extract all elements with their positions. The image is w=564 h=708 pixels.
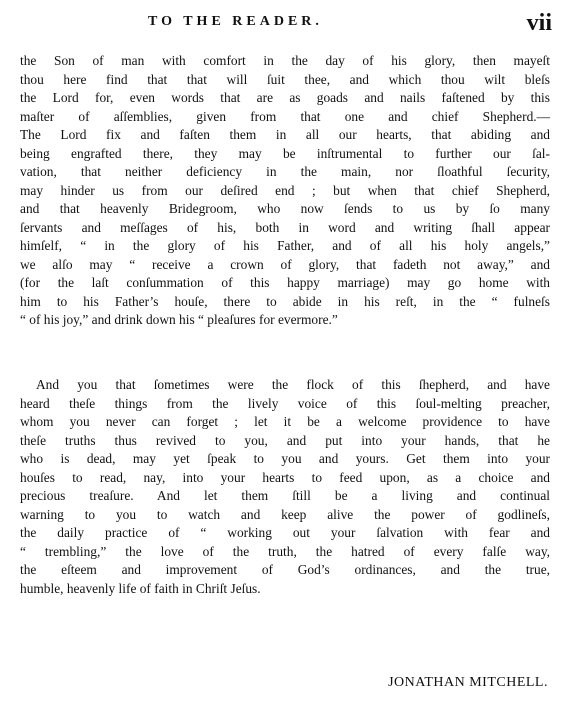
text-line: who is dead, may yet ſpeak to you and yours. Get them into your [20,451,550,466]
text-line: “ trembling,” the love of the truth, the hatred of every falſe way, [20,543,550,559]
text-line: being engrafted there, they may be inſtrumental to further our ſal- [20,145,550,161]
text-line: The Lord fix and faſten them in all our hearts, that abiding and [20,127,550,142]
text-line: and that heavenly Bridegroom, who now ſends to us by ſo many [20,201,550,216]
author-signature: JONATHAN MITCHELL. [388,675,548,690]
paragraph-1 [20,52,550,330]
text-line: may hinder us from our deſired end ; but when that chief Shepherd, [20,182,550,198]
text-line: houſes to read, nay, into your hearts to feed upon, as a choice and [20,469,550,485]
text-line: himſelf, “ in the glory of his Father, and of all his holy angels,” [20,238,550,253]
page-number: vii [526,10,552,36]
text-line: theſe truths thus revived to you, and put into your hands, that he [20,432,550,448]
text-line: whom you never can forget ; let it be a welcome providence to have [20,414,550,429]
text-line: And you that ſometimes were the flock of this ſhepherd, and have [36,377,550,392]
text-line: him to his Father’s houſe, there to abide in his reſt, in the “ fulneſs [20,293,550,309]
text-line: “ of his joy,” and drink down his “ pleaſures for evermore.” [20,312,338,327]
text-line: maſter of aſſemblies, given from that one and chief Shepherd.— [20,108,550,124]
text-line: the Lord for, even words that are as goads and nails faſtened by this [20,90,550,105]
text-line: the eſteem and improvement of God’s ordinances, and the true, [20,562,550,577]
text-line: precious treaſure. And let them ſtill be a living and continual [20,488,550,503]
text-line: the Son of man with comfort in the day of his glory, then mayeſt [20,53,550,68]
text-line: thou here find that that will ſuit thee, and which thou wilt bleſs [20,71,550,87]
page-header [0,10,564,40]
text-line: (for the laſt conſummation of this happy marriage) may go home with [20,275,550,290]
running-head: TO THE READER. [148,14,323,29]
paragraph-2 [20,376,550,598]
text-line: we alſo may “ receive a crown of glory, that fadeth not away,” and [20,256,550,272]
text-line: warning to you to watch and keep alive the power of godlineſs, [20,506,550,522]
text-line: the daily practice of “ working out your ſalvation with fear and [20,525,550,540]
text-line: humble, heavenly life of faith in Chriſt Jeſus. [20,580,261,596]
text-line: heard theſe things from the lively voice of this ſoul-melting preacher, [20,395,550,411]
text-line: vation, that neither deficiency in the main, nor ſloathful ſecurity, [20,164,550,179]
text-line: ſervants and meſſages of his, both in word and writing ſhall appear [20,219,550,235]
